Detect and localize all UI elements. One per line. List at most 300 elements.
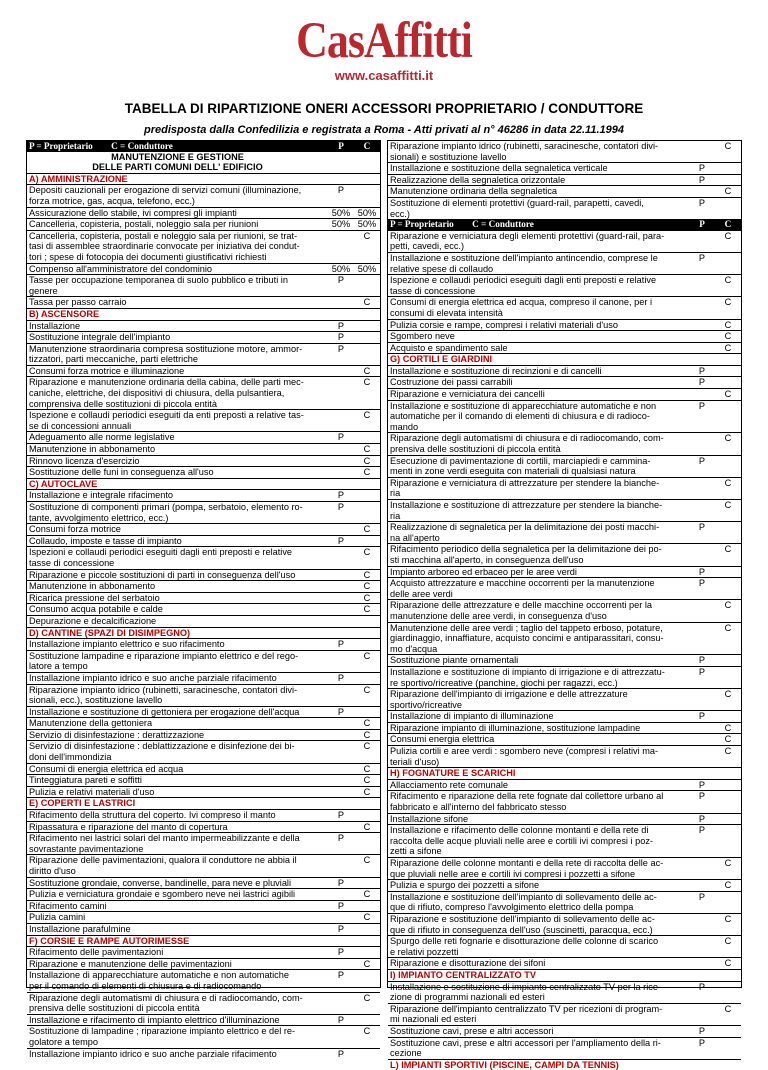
proprietario-cell	[689, 836, 715, 847]
description-cell: tante, avvolgimento elettrico, ecc.)	[29, 512, 169, 523]
description-cell: Ripassatura e riparazione del manto di copertura	[29, 821, 228, 832]
table-row	[388, 511, 741, 522]
table-row	[388, 802, 741, 813]
table-row	[27, 399, 380, 410]
proprietario-cell	[689, 858, 715, 869]
description-cell: Pulizia e relativi materiali d'uso	[29, 786, 155, 797]
description-cell: Ispezioni e collaudi periodici eseguiti dagli enti preposti e relative	[29, 547, 293, 558]
proprietario-cell: P	[337, 535, 345, 546]
table-row	[388, 678, 741, 689]
table-row	[27, 1025, 380, 1037]
conduttore-cell	[354, 947, 380, 958]
description-cell: latore a tempo	[29, 661, 88, 672]
description-cell: MANUTENZIONE E GESTIONE	[111, 151, 244, 162]
description-cell: Sgombero neve	[390, 331, 455, 342]
conduttore-cell	[715, 925, 741, 936]
conduttore-cell: C	[724, 319, 732, 330]
description-cell: Riparazione dell'impianto centralizzato TV per ricezioni di program-	[390, 1003, 663, 1014]
table-row	[27, 786, 380, 798]
description-cell: Ispezione e collaudi periodici eseguiti da enti preposti a relative tas-	[29, 410, 304, 421]
conduttore-cell	[715, 354, 741, 365]
proprietario-cell	[328, 410, 354, 421]
description-cell: Tasse per occupazione temporanea di suolo pubblico e tributi in	[29, 275, 288, 286]
proprietario-cell: P	[337, 343, 345, 354]
proprietario-cell	[328, 196, 354, 207]
conduttore-cell	[354, 321, 380, 332]
conduttore-cell	[354, 399, 380, 410]
conduttore-cell	[715, 253, 741, 264]
table-row	[27, 455, 380, 467]
left-column-table	[26, 140, 381, 1059]
description-cell: Costruzione dei passi carrabili	[390, 377, 513, 388]
table-row	[27, 854, 380, 866]
description-cell: tori ; spese di fotocopia dei documenti giustificativi richiesti	[29, 251, 267, 262]
proprietario-cell	[689, 1060, 715, 1070]
description-cell: Rinnovo licenza d'esercizio	[29, 455, 140, 466]
logo-url: www.casaffitti.it	[334, 68, 434, 83]
proprietario-cell	[689, 478, 715, 489]
table-row	[388, 1003, 741, 1015]
proprietario-cell	[689, 286, 715, 297]
conduttore-cell: C	[363, 377, 371, 388]
table-row	[27, 821, 380, 833]
conduttore-cell	[354, 810, 380, 821]
conduttore-cell	[715, 1014, 741, 1025]
description-cell: P = Proprietario C = Conduttore	[29, 141, 173, 151]
proprietario-cell	[328, 741, 354, 752]
description-cell: Pulizia e spurgo dei pozzetti a sifone	[390, 880, 540, 891]
proprietario-cell: P	[698, 791, 706, 802]
description-cell: Compenso all'amministratore del condominio	[29, 263, 213, 274]
description-cell: caniche, elettriche, dei dispositivi di chiusura, della pulsantiera,	[29, 388, 285, 399]
conduttore-cell	[715, 422, 741, 433]
proprietario-cell	[328, 513, 354, 524]
conduttore-cell: C	[363, 718, 371, 729]
conduttore-cell: C	[363, 592, 371, 603]
document-subtitle: predisposta dalla Confedilizia e registrata a Roma - Atti privati al n° 46286 in data 22.11.1994	[143, 124, 624, 136]
table-row	[388, 533, 741, 544]
section-heading	[388, 767, 741, 779]
description-cell: Servizio di disinfestazione : derattizzazione	[29, 729, 205, 740]
conduttore-cell: C	[724, 230, 732, 241]
conduttore-cell: C	[363, 365, 371, 376]
conduttore-cell	[354, 1049, 380, 1060]
description-cell: Installazione parafulmine	[29, 923, 131, 934]
conduttore-cell	[715, 152, 741, 163]
conduttore-cell	[715, 611, 741, 622]
table-row	[27, 729, 380, 741]
description-cell: Consumi di energia elettrica ed acqua	[29, 763, 184, 774]
table-row	[388, 174, 741, 186]
table-row	[27, 466, 380, 478]
description-cell: ecc.)	[390, 208, 410, 219]
conduttore-cell	[715, 836, 741, 847]
conduttore-cell	[715, 1038, 741, 1049]
table-title	[27, 162, 380, 173]
proprietario-cell	[328, 377, 354, 388]
proprietario-cell	[328, 730, 354, 741]
proprietario-cell	[689, 297, 715, 308]
description-cell: Riparazione dell'impianto di irrigazione e delle attrezzature	[390, 689, 628, 700]
table-row	[27, 431, 380, 443]
conduttore-cell: C	[724, 734, 732, 745]
description-cell: Installazione impianto idrico e suo anche parziale rifacimento	[29, 672, 277, 683]
table-row	[388, 521, 741, 533]
description-cell: se di concessioni annuali	[29, 420, 132, 431]
description-cell: Pulizia camini	[29, 912, 86, 923]
description-cell: Installazione e sostituzione della segnaletica verticale	[390, 163, 608, 174]
proprietario-cell	[328, 479, 354, 490]
proprietario-cell	[689, 331, 715, 342]
description-cell: delle aree verdi	[390, 588, 453, 599]
table-row	[388, 722, 741, 734]
description-cell: que di rifiuto in conseguenza dell'uso (suscinetti, paracqua, ecc.)	[390, 924, 653, 935]
table-row	[27, 1048, 380, 1060]
proprietario-cell	[328, 775, 354, 786]
conduttore-cell	[715, 711, 741, 722]
table-row	[388, 981, 741, 993]
description-cell: Cancelleria, copisteria, postali, noleggio sala per riunioni	[29, 219, 259, 230]
table-row	[27, 752, 380, 763]
table-row	[388, 913, 741, 925]
conduttore-cell	[715, 411, 741, 422]
table-row	[388, 857, 741, 869]
legend-header	[27, 141, 380, 152]
description-cell: petti, cavedi, ecc.)	[390, 241, 465, 252]
conduttore-cell	[715, 555, 741, 566]
table-row	[388, 488, 741, 499]
description-cell: cezione	[390, 1048, 422, 1059]
proprietario-cell	[328, 297, 354, 308]
description-cell: sovrastante pavimentazione	[29, 843, 144, 854]
table-row	[27, 184, 380, 196]
table-row	[388, 925, 741, 936]
description-cell: Pulizia cortili e aree verdi : sgombero neve (compresi i relativi ma-	[390, 746, 659, 757]
table-row	[27, 546, 380, 558]
proprietario-cell	[689, 488, 715, 499]
description-cell: teriali d'uso)	[390, 756, 440, 767]
conduttore-cell: C	[724, 297, 732, 308]
table-row	[27, 992, 380, 1004]
proprietario-cell: P	[698, 655, 706, 666]
table-row	[388, 599, 741, 611]
table-row	[388, 308, 741, 319]
conduttore-cell	[715, 814, 741, 825]
proprietario-cell: P	[698, 252, 706, 263]
proprietario-cell	[689, 600, 715, 611]
table-row	[388, 891, 741, 903]
conduttore-cell	[354, 833, 380, 844]
conduttore-cell	[715, 825, 741, 836]
description-cell: Depositi cauzionali per erogazione di servizi comuni (illuminazione,	[29, 185, 302, 196]
conduttore-cell	[354, 421, 380, 432]
proprietario-cell	[328, 912, 354, 923]
table-row	[27, 241, 380, 252]
table-row	[388, 836, 741, 847]
proprietario-cell	[328, 152, 354, 163]
table-row	[388, 209, 741, 220]
proprietario-cell	[328, 752, 354, 763]
table-row	[27, 774, 380, 786]
table-row	[27, 569, 380, 581]
description-cell: DELLE PARTI COMUNI DELL' EDIFICIO	[92, 162, 263, 173]
description-cell: prensiva delle sostituzioni di piccola entità	[29, 1003, 200, 1014]
proprietario-cell: P	[698, 174, 706, 185]
description-cell: Pulizia e verniciatura grondaie e sgombero neve nei lastrici agibili	[29, 889, 296, 900]
table-row	[388, 296, 741, 308]
table-row	[27, 946, 380, 958]
conduttore-cell: C	[724, 600, 732, 611]
table-row	[388, 376, 741, 388]
table-row	[27, 717, 380, 729]
table-row	[27, 832, 380, 844]
proprietario-cell	[328, 685, 354, 696]
description-cell: fabbricato e all'interno del fabbricato stesso	[390, 802, 567, 813]
table-row	[388, 264, 741, 275]
casaffitti-logo	[0, 12, 768, 83]
conduttore-cell: C	[724, 544, 732, 555]
description-cell: C) AUTOCLAVE	[29, 478, 98, 489]
table-row	[27, 672, 380, 684]
description-cell: Riparazione e manutenzione delle pavimentazioni	[29, 958, 232, 969]
proprietario-cell	[689, 231, 715, 242]
proprietario-cell	[689, 1048, 715, 1059]
conduttore-cell: C	[363, 1026, 371, 1037]
proprietario-cell	[328, 366, 354, 377]
conduttore-cell	[715, 970, 741, 981]
conduttore-cell	[715, 644, 741, 655]
conduttore-cell	[715, 163, 741, 174]
table-row	[27, 376, 380, 388]
description-cell: Sostituzione di componenti primari (pompa, serbatoio, elemento ro-	[29, 502, 303, 512]
proprietario-cell: P	[337, 923, 345, 934]
proprietario-cell: 50%	[331, 263, 351, 274]
table-row	[388, 422, 741, 433]
table-row	[388, 745, 741, 757]
proprietario-cell	[689, 925, 715, 936]
description-cell: que di rifiuto, compreso l'avvolgimento elettrico della pompa	[390, 902, 634, 913]
conduttore-cell	[715, 209, 741, 220]
section-heading	[27, 935, 380, 947]
proprietario-cell: P	[698, 365, 706, 376]
table-row	[388, 197, 741, 209]
conduttore-cell	[354, 388, 380, 399]
conduttore-cell	[715, 401, 741, 412]
conduttore-cell	[715, 869, 741, 880]
table-row	[27, 958, 380, 970]
proprietario-cell	[328, 661, 354, 672]
description-cell: na all'aperto	[390, 532, 440, 543]
description-cell: E) COPERTI E LASTRICI	[29, 798, 136, 809]
description-cell: doni dell'immondizia	[29, 752, 112, 763]
table-row	[388, 477, 741, 489]
description-cell: Riparazione e verniciatura dei cancelli	[390, 389, 545, 400]
table-row	[388, 566, 741, 578]
proprietario-cell	[328, 558, 354, 569]
conduttore-cell: C	[724, 880, 732, 891]
description-cell: Riparazione e piccole sostituzioni di parti in conseguenza dell'uso	[29, 569, 296, 580]
description-cell: Riparazione impianto di illuminazione, sostituzione lampadine	[390, 722, 641, 733]
table-row	[388, 274, 741, 286]
table-row	[388, 365, 741, 377]
table-row	[388, 466, 741, 477]
proprietario-cell: P	[698, 981, 706, 992]
conduttore-cell: C	[724, 622, 732, 633]
table-row	[27, 844, 380, 855]
description-cell: prensiva delle sostituzioni di piccola entità	[390, 444, 561, 455]
conduttore-cell	[354, 513, 380, 524]
description-cell: Sostituzione cavi, prese e altri accessori per l'ampliamento della ri-	[390, 1037, 661, 1048]
proprietario-cell	[689, 970, 715, 981]
table-row	[388, 611, 741, 622]
conduttore-cell: C	[724, 913, 732, 924]
description-cell: Riparazione e manutenzione ordinaria della cabina, delle parti mec-	[29, 377, 304, 388]
description-cell: mo d'acqua	[390, 643, 438, 654]
conduttore-cell	[715, 1026, 741, 1037]
proprietario-cell: P	[337, 490, 345, 501]
proprietario-cell	[328, 855, 354, 866]
description-cell: sionali) e sostituzione lavello	[390, 151, 507, 162]
description-cell: Riparazione e verniciatura di attrezzature per stendere la bianche-	[390, 477, 660, 488]
section-heading	[388, 969, 741, 981]
description-cell: Acquisto e spandimento sale	[390, 342, 508, 353]
conduttore-cell: C	[363, 230, 371, 241]
conduttore-cell	[715, 780, 741, 791]
conduttore-cell: C	[724, 1003, 732, 1014]
conduttore-cell	[354, 936, 380, 947]
description-cell: Rifacimento nei lastrici solari del manto impermeabilizzante e della	[29, 833, 300, 844]
table-row	[388, 846, 741, 857]
table-row	[388, 388, 741, 400]
description-cell: A) AMMINISTRAZIONE	[29, 173, 128, 184]
proprietario-cell	[689, 422, 715, 433]
proprietario-cell	[689, 555, 715, 566]
description-cell: Esecuzione di pavimentazione di cortili, marciapiedi e cammina-	[390, 455, 651, 466]
conduttore-cell	[354, 275, 380, 286]
conduttore-cell: C	[724, 141, 732, 151]
description-cell: Collaudo, imposte e tasse di impianto	[29, 535, 182, 546]
description-cell: Ispezione e collaudi periodici eseguiti dagli enti preposti e relative	[390, 275, 657, 286]
table-row	[27, 1003, 380, 1014]
conduttore-cell	[715, 700, 741, 711]
table-row	[27, 443, 380, 455]
conduttore-cell: C	[724, 275, 732, 286]
description-cell: Ricarica pressione del serbatoio	[29, 592, 160, 603]
description-cell: Consumi di energia elettrica ed acqua, compreso il canone, per i	[390, 297, 652, 308]
table-row	[27, 274, 380, 286]
conduttore-cell	[354, 752, 380, 763]
table-row	[388, 869, 741, 880]
description-cell: Consumo acqua potabile e calde	[29, 604, 163, 615]
conduttore-cell	[715, 982, 741, 993]
conduttore-cell	[354, 695, 380, 706]
conduttore-cell: C	[363, 775, 371, 786]
table-row	[388, 1025, 741, 1037]
conduttore-cell: C	[363, 912, 371, 923]
proprietario-cell	[689, 209, 715, 220]
proprietario-cell	[689, 958, 715, 969]
description-cell: Installazione di impianto di illuminazione	[390, 711, 554, 722]
conduttore-cell	[354, 707, 380, 718]
description-cell: per il comando di elementi di chiusura e di radiocomando	[29, 980, 262, 991]
table-row	[27, 331, 380, 343]
description-cell: D) CANTINE (SPAZI DI DISIMPEGNO)	[29, 627, 191, 638]
proprietario-cell	[328, 695, 354, 706]
proprietario-cell	[328, 844, 354, 855]
description-cell: Spurgo delle reti fognarie e disotturazione delle colonne di scarico	[390, 936, 659, 947]
proprietario-cell	[328, 628, 354, 639]
conduttore-cell	[354, 185, 380, 196]
conduttore-cell	[354, 844, 380, 855]
proprietario-cell	[689, 846, 715, 857]
proprietario-cell	[689, 466, 715, 477]
legend-header	[388, 219, 741, 230]
conduttore-cell: C	[363, 524, 371, 535]
proprietario-cell	[689, 644, 715, 655]
proprietario-cell: P	[337, 672, 345, 683]
section-heading	[27, 478, 380, 490]
conduttore-cell	[354, 981, 380, 992]
description-cell: Sostituzione di lampadine ; riparazione impianto elettrico e del re-	[29, 1026, 296, 1037]
proprietario-cell	[328, 456, 354, 467]
table-row	[388, 824, 741, 836]
conduttore-cell: C	[724, 219, 732, 230]
proprietario-cell	[328, 388, 354, 399]
description-cell: Assicurazione dello stabile, ivi compresi gli impianti	[29, 207, 237, 218]
table-row	[388, 733, 741, 745]
proprietario-cell: P	[337, 275, 345, 286]
conduttore-cell: C	[363, 821, 371, 832]
conduttore-cell	[715, 678, 741, 689]
table-row	[27, 763, 380, 775]
conduttore-cell	[715, 511, 741, 522]
proprietario-cell	[689, 1004, 715, 1015]
description-cell: tasse di concessione	[29, 557, 115, 568]
description-cell: Sostituzione lampadine e riparazione impianto elettrico e del rego-	[29, 650, 299, 661]
table-row	[388, 252, 741, 264]
table-row	[27, 409, 380, 421]
proprietario-cell: P	[337, 877, 345, 888]
conduttore-cell	[354, 162, 380, 173]
proprietario-cell	[328, 764, 354, 775]
conduttore-cell: C	[363, 467, 371, 478]
description-cell: B) ASCENSORE	[29, 308, 100, 319]
table-row	[388, 644, 741, 655]
conduttore-cell: C	[724, 689, 732, 700]
proprietario-cell: P	[337, 833, 345, 844]
table-row	[27, 615, 380, 627]
conduttore-cell: C	[724, 722, 732, 733]
description-cell: Manutenzione straordinaria compresa sostituzione motore, ammor-	[29, 343, 303, 354]
description-cell: Sostituzione di elementi protettivi (guard-rail, parapetti, cavedi,	[390, 197, 644, 208]
description-cell: Rifacimento periodico della segnaletica per la delimitazione dei po-	[390, 544, 662, 555]
table-row	[27, 866, 380, 877]
description-cell: giardinaggio, innaffiature, acquisto concimi e antiparassitari, consu-	[390, 633, 664, 644]
proprietario-cell: P	[698, 377, 706, 388]
conduttore-cell	[715, 947, 741, 958]
conduttore-cell	[354, 639, 380, 650]
proprietario-cell	[689, 611, 715, 622]
table-row	[388, 152, 741, 163]
proprietario-cell: P	[337, 947, 345, 958]
description-cell: mi nazionali ed esteri	[390, 1014, 477, 1025]
proprietario-cell	[328, 993, 354, 1004]
conduttore-cell	[354, 866, 380, 877]
proprietario-cell	[689, 411, 715, 422]
table-row	[27, 740, 380, 752]
conduttore-cell: C	[363, 650, 371, 661]
conduttore-cell: 50%	[357, 207, 377, 218]
